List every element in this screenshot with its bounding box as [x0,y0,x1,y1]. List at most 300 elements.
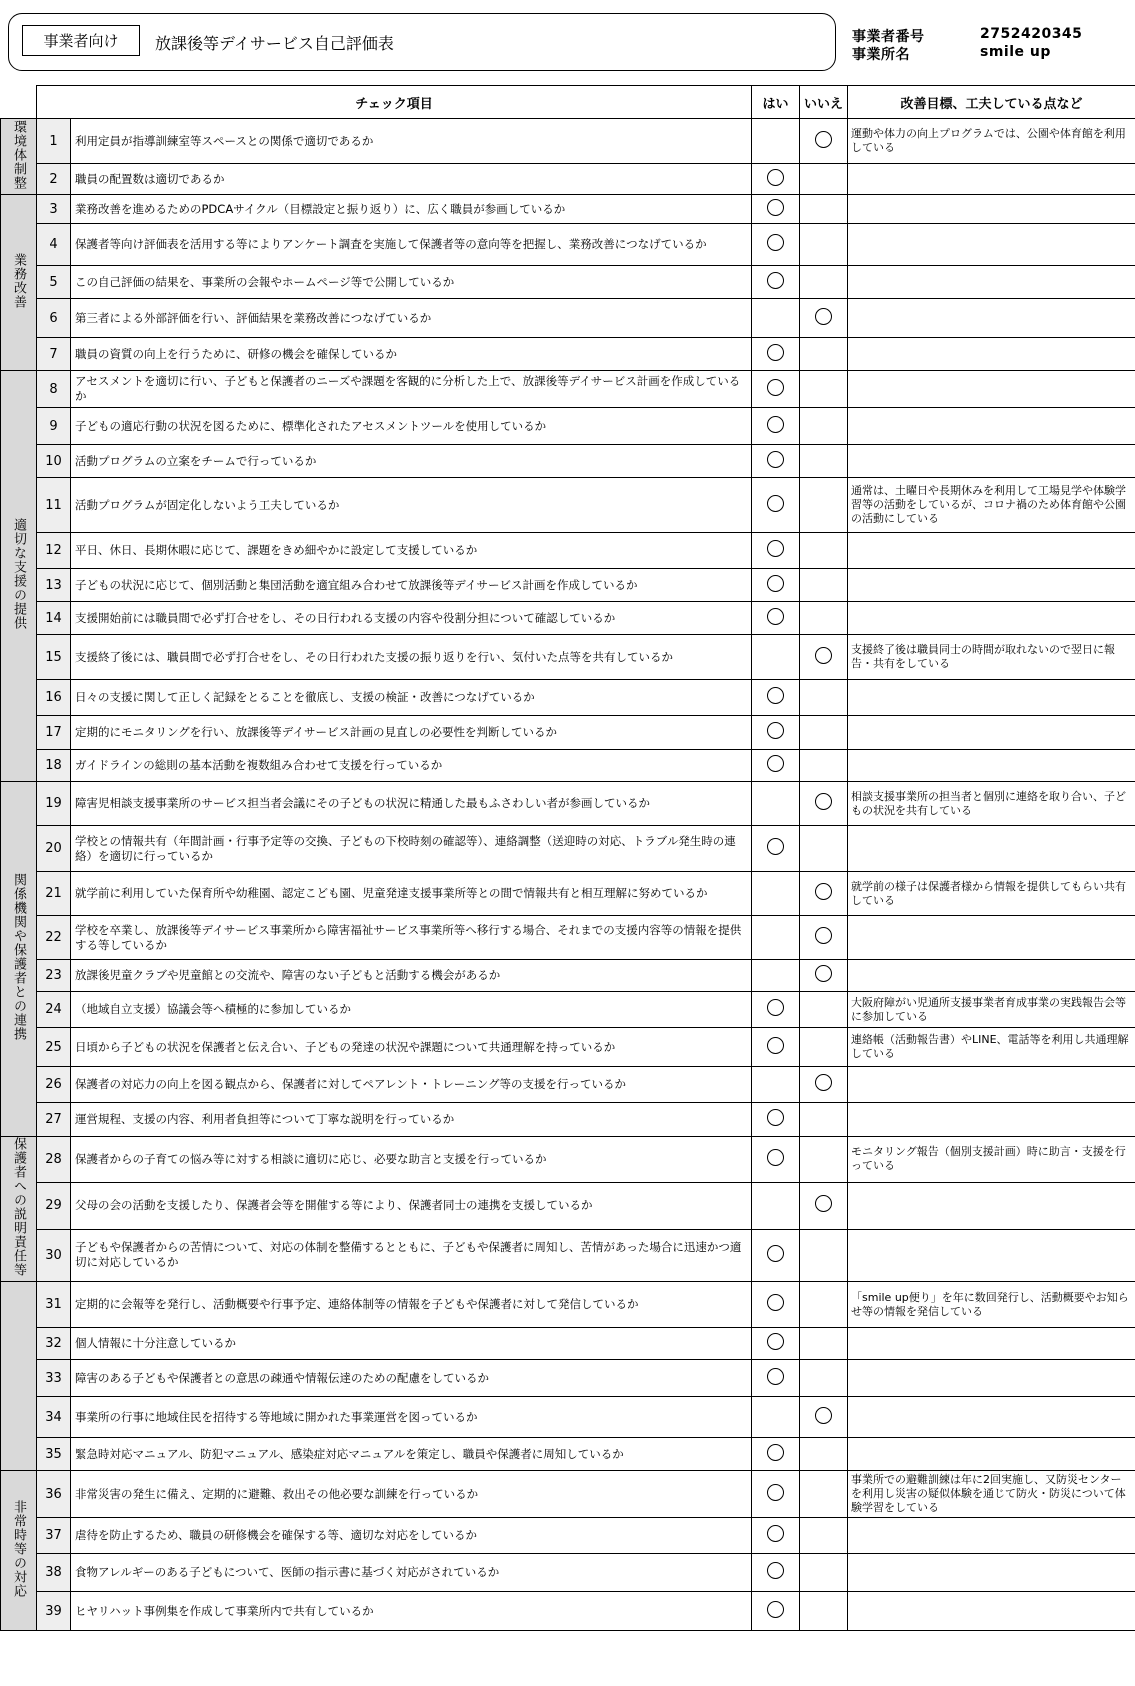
circle-mark-icon [767,1294,784,1311]
no-cell [800,119,848,164]
note-cell [848,1360,1135,1397]
yes-cell [752,1137,800,1183]
item-text: ヒヤリハット事例集を作成して事業所内で共有しているか [71,1592,752,1631]
no-cell [800,1282,848,1328]
category-cell [1,1471,37,1631]
yes-cell [752,1471,800,1518]
table-row [1,635,1135,680]
item-text: 子どもの適応行動の状況を図るために、標準化されたアセスメントツールを使用しているか [71,408,752,445]
no-cell [800,569,848,602]
table-row [1,224,1135,266]
no-cell [800,1397,848,1438]
circle-mark-icon [767,416,784,433]
yes-cell [752,680,800,716]
item-text: 就学前に利用していた保育所や幼稚園、認定こども園、児童発達支援事業所等との間で情報共有と相互理解に努めているか [71,872,752,916]
yes-cell [752,371,800,408]
yes-cell [752,1518,800,1554]
no-cell [800,960,848,992]
item-number: 6 [37,299,71,338]
item-number: 18 [37,750,71,782]
yes-cell [752,1229,800,1281]
item-text: 支援開始前には職員間で必ず打合せをし、その日行われる支援の内容や役割分担について確認しているか [71,602,752,635]
yes-cell [752,1028,800,1067]
circle-mark-icon [767,451,784,468]
table-row [1,1471,1135,1518]
table-row [1,680,1135,716]
item-text: 事業所の行事に地域住民を招待する等地域に開かれた事業運営を図っているか [71,1397,752,1438]
circle-mark-icon [767,575,784,592]
item-text: 保護者の対応力の向上を図る観点から、保護者に対してペアレント・トレーニング等の支援を行っているか [71,1067,752,1103]
item-text: 支援終了後には、職員間で必ず打合せをし、その日行われた支援の振り返りを行い、気付いた点等を共有しているか [71,635,752,680]
item-text: 業務改善を進めるためのPDCAサイクル（目標設定と振り返り）に、広く職員が参画しているか [71,195,752,224]
circle-mark-icon [767,234,784,251]
note-cell [848,826,1135,872]
yes-cell [752,1360,800,1397]
item-number: 12 [37,533,71,569]
item-number: 14 [37,602,71,635]
table-row [1,826,1135,872]
item-text: 学校を卒業し、放課後等デイサービス事業所から障害福祉サービス事業所等へ移行する場合、それまでの支援内容等の情報を提供する等しているか [71,916,752,960]
yes-cell [752,408,800,445]
no-cell [800,266,848,299]
no-cell [800,224,848,266]
table-row [1,782,1135,826]
table-row [1,1328,1135,1360]
note-cell [848,1182,1135,1229]
category-cell [1,371,37,782]
circle-mark-icon [767,199,784,216]
note-cell [848,338,1135,371]
note-cell: 事業所での避難訓練は年に2回実施し、又防災センターを利用し災害の疑似体験を通じて防火・防災について体験学習をしている [848,1471,1135,1518]
table-row [1,533,1135,569]
category-cell [1,1282,37,1471]
item-text: 定期的に会報等を発行し、活動概要や行事予定、連絡体制等の情報を子どもや保護者に対して発信しているか [71,1282,752,1328]
item-number: 19 [37,782,71,826]
note-cell [848,1397,1135,1438]
category-cell [1,119,37,195]
item-number: 30 [37,1229,71,1281]
table-row [1,916,1135,960]
table-row [1,1397,1135,1438]
circle-mark-icon [815,965,832,982]
note-cell: 通常は、土曜日や長期休みを利用して工場見学や体験学習等の活動をしているが、コロナ禍のため体育館や公園の活動にしている [848,478,1135,533]
yes-cell [752,1592,800,1631]
category-cell [1,1137,37,1282]
note-cell [848,1067,1135,1103]
no-cell [800,195,848,224]
item-number: 29 [37,1182,71,1229]
yes-cell [752,960,800,992]
note-cell: 相談支援事業所の担当者と個別に連絡を取り合い、子どもの状況を共有している [848,782,1135,826]
evaluation-table [0,85,1135,1631]
yes-cell [752,569,800,602]
no-cell [800,826,848,872]
circle-mark-icon [767,272,784,289]
office-no-value: 2752420345 [980,26,1083,42]
item-number: 22 [37,916,71,960]
col-header-no: いいえ [800,86,848,119]
item-number: 9 [37,408,71,445]
item-text: 活動プログラムが固定化しないよう工夫しているか [71,478,752,533]
office-name-value: smile up [980,44,1051,60]
yes-cell [752,1103,800,1137]
item-text: 定期的にモニタリングを行い、放課後等デイサービス計画の見直しの必要性を判断しているか [71,716,752,750]
no-cell [800,635,848,680]
item-number: 24 [37,992,71,1028]
item-number: 7 [37,338,71,371]
table-row [1,1282,1135,1328]
note-cell: モニタリング報告（個別支援計画）時に助言・支援を行っている [848,1137,1135,1183]
table-row [1,195,1135,224]
no-cell [800,533,848,569]
item-number: 13 [37,569,71,602]
circle-mark-icon [767,540,784,557]
circle-mark-icon [767,755,784,772]
category-cell [1,782,37,1137]
circle-mark-icon [767,379,784,396]
table-row [1,1554,1135,1592]
item-text: 利用定員が指導訓練室等スペースとの関係で適切であるか [71,119,752,164]
yes-cell [752,1554,800,1592]
no-cell [800,1229,848,1281]
yes-cell [752,716,800,750]
no-cell [800,445,848,478]
no-cell [800,371,848,408]
note-cell: 就学前の様子は保護者様から情報を提供してもらい共有している [848,872,1135,916]
circle-mark-icon [767,722,784,739]
item-number: 20 [37,826,71,872]
item-text: 職員の資質の向上を行うために、研修の機会を確保しているか [71,338,752,371]
yes-cell [752,635,800,680]
no-cell [800,164,848,195]
note-cell [848,750,1135,782]
item-text: 個人情報に十分注意しているか [71,1328,752,1360]
item-number: 36 [37,1471,71,1518]
no-cell [800,1471,848,1518]
yes-cell [752,164,800,195]
circle-mark-icon [767,1037,784,1054]
item-text: 日々の支援に関して正しく記録をとることを徹底し、支援の検証・改善につなげているか [71,680,752,716]
circle-mark-icon [815,308,832,325]
note-cell [848,533,1135,569]
item-number: 33 [37,1360,71,1397]
table-header-row [1,86,1135,119]
table-row [1,1103,1135,1137]
audience-badge: 事業者向け [22,25,140,56]
office-no-label: 事業者番号 [852,29,925,45]
category-label: 環境体制整 [11,119,26,190]
corner-cell [1,86,37,119]
item-text: 運営規程、支援の内容、利用者負担等について丁寧な説明を行っているか [71,1103,752,1137]
circle-mark-icon [815,1074,832,1091]
item-number: 17 [37,716,71,750]
item-text: （地域自立支援）協議会等へ積極的に参加しているか [71,992,752,1028]
circle-mark-icon [767,495,784,512]
no-cell [800,602,848,635]
item-text: 障害児相談支援事業所のサービス担当者会議にその子どもの状況に精通した最もふさわしい者が参画しているか [71,782,752,826]
item-text: この自己評価の結果を、事業所の会報やホームページ等で公開しているか [71,266,752,299]
table-row [1,371,1135,408]
no-cell [800,750,848,782]
circle-mark-icon [767,608,784,625]
note-cell: 支援終了後は職員同士の時間が取れないので翌日に報告・共有をしている [848,635,1135,680]
item-number: 1 [37,119,71,164]
office-name-label: 事業所名 [852,47,910,63]
table-row [1,1028,1135,1067]
no-cell [800,1067,848,1103]
item-number: 34 [37,1397,71,1438]
table-row [1,1438,1135,1471]
note-cell [848,1554,1135,1592]
circle-mark-icon [815,1407,832,1424]
item-text: 障害のある子どもや保護者との意思の疎通や情報伝達のための配慮をしているか [71,1360,752,1397]
no-cell [800,478,848,533]
note-cell [848,716,1135,750]
item-number: 26 [37,1067,71,1103]
yes-cell [752,1067,800,1103]
item-number: 37 [37,1518,71,1554]
yes-cell [752,750,800,782]
no-cell [800,1554,848,1592]
note-cell [848,1518,1135,1554]
yes-cell [752,826,800,872]
table-row [1,164,1135,195]
table-row [1,716,1135,750]
item-number: 8 [37,371,71,408]
item-text: 第三者による外部評価を行い、評価結果を業務改善につなげているか [71,299,752,338]
no-cell [800,1103,848,1137]
item-text: 食物アレルギーのある子どもについて、医師の指示書に基づく対応がされているか [71,1554,752,1592]
page-title: 放課後等デイサービス自己評価表 [155,34,394,53]
note-cell [848,266,1135,299]
item-text: アセスメントを適切に行い、子どもと保護者のニーズや課題を客観的に分析した上で、放課後等デイサービス計画を作成しているか [71,371,752,408]
table-row [1,1360,1135,1397]
table-row [1,1518,1135,1554]
note-cell: 「smile up便り」を年に数回発行し、活動概要やお知らせ等の情報を発信している [848,1282,1135,1328]
yes-cell [752,1397,800,1438]
circle-mark-icon [815,1195,832,1212]
note-cell [848,960,1135,992]
circle-mark-icon [815,647,832,664]
table-row [1,1592,1135,1631]
table-row [1,750,1135,782]
note-cell [848,1229,1135,1281]
item-text: 子どもや保護者からの苦情について、対応の体制を整備するとともに、子どもや保護者に周知し、苦情があった場合に迅速かつ適切に対応しているか [71,1229,752,1281]
item-text: 活動プログラムの立案をチームで行っているか [71,445,752,478]
note-cell [848,1103,1135,1137]
table-body [1,119,1135,1631]
no-cell [800,1028,848,1067]
no-cell [800,716,848,750]
circle-mark-icon [767,1562,784,1579]
item-number: 2 [37,164,71,195]
no-cell [800,1518,848,1554]
no-cell [800,680,848,716]
note-cell [848,224,1135,266]
col-header-item: チェック項目 [37,86,752,119]
item-text: 職員の配置数は適切であるか [71,164,752,195]
item-text: 保護者からの子育ての悩み等に対する相談に適切に応じ、必要な助言と支援を行っているか [71,1137,752,1183]
circle-mark-icon [767,1245,784,1262]
table-row [1,1067,1135,1103]
note-cell [848,916,1135,960]
item-text: 学校との情報共有（年間計画・行事予定等の交換、子どもの下校時刻の確認等）、連絡調整（送迎時の対応、トラブル発生時の連絡）を適切に行っているか [71,826,752,872]
table-row [1,478,1135,533]
yes-cell [752,299,800,338]
note-cell [848,299,1135,338]
table-row [1,445,1135,478]
note-cell: 連絡帳（活動報告書）やLINE、電話等を利用し共通理解している [848,1028,1135,1067]
circle-mark-icon [767,1444,784,1461]
item-text: 父母の会の活動を支援したり、保護者会等を開催する等により、保護者同士の連携を支援しているか [71,1182,752,1229]
yes-cell [752,445,800,478]
no-cell [800,992,848,1028]
circle-mark-icon [815,927,832,944]
table-row [1,992,1135,1028]
item-number: 35 [37,1438,71,1471]
table-row [1,119,1135,164]
table-row [1,408,1135,445]
item-text: 放課後児童クラブや児童館との交流や、障害のない子どもと活動する機会があるか [71,960,752,992]
circle-mark-icon [767,838,784,855]
no-cell [800,782,848,826]
item-number: 25 [37,1028,71,1067]
category-label: 保護者への説明責任等 [11,1137,26,1277]
yes-cell [752,872,800,916]
category-label: 業務改善 [11,252,26,309]
item-text: 子どもの状況に応じて、個別活動と集団活動を適宜組み合わせて放課後等デイサービス計画を作成しているか [71,569,752,602]
no-cell [800,872,848,916]
note-cell [848,371,1135,408]
yes-cell [752,119,800,164]
no-cell [800,1137,848,1183]
yes-cell [752,195,800,224]
category-label: 非常時等の対応 [11,1499,26,1598]
category-cell [1,195,37,371]
note-cell [848,1328,1135,1360]
yes-cell [752,782,800,826]
item-number: 38 [37,1554,71,1592]
note-cell: 運動や体力の向上プログラムでは、公園や体育館を利用している [848,119,1135,164]
circle-mark-icon [767,687,784,704]
yes-cell [752,916,800,960]
yes-cell [752,478,800,533]
item-number: 10 [37,445,71,478]
item-number: 16 [37,680,71,716]
table-row [1,1182,1135,1229]
circle-mark-icon [767,999,784,1016]
no-cell [800,1438,848,1471]
item-number: 11 [37,478,71,533]
item-text: 虐待を防止するため、職員の研修機会を確保する等、適切な対応をしているか [71,1518,752,1554]
yes-cell [752,992,800,1028]
item-number: 31 [37,1282,71,1328]
yes-cell [752,1438,800,1471]
note-cell [848,445,1135,478]
note-cell [848,408,1135,445]
circle-mark-icon [767,1368,784,1385]
table-row [1,1229,1135,1281]
note-cell [848,680,1135,716]
table-row [1,299,1135,338]
yes-cell [752,338,800,371]
circle-mark-icon [767,1484,784,1501]
table-row [1,338,1135,371]
table-row [1,602,1135,635]
yes-cell [752,1282,800,1328]
note-cell [848,602,1135,635]
no-cell [800,1592,848,1631]
no-cell [800,916,848,960]
item-text: 平日、休日、長期休暇に応じて、課題をきめ細やかに設定して支援しているか [71,533,752,569]
circle-mark-icon [767,1109,784,1126]
circle-mark-icon [767,344,784,361]
item-text: 日頃から子どもの状況を保護者と伝え合い、子どもの発達の状況や課題について共通理解を持っているか [71,1028,752,1067]
yes-cell [752,1182,800,1229]
col-header-yes: はい [752,86,800,119]
table-row [1,266,1135,299]
no-cell [800,1328,848,1360]
item-number: 15 [37,635,71,680]
table-row [1,1137,1135,1183]
no-cell [800,299,848,338]
circle-mark-icon [767,169,784,186]
note-cell [848,164,1135,195]
item-text: 非常災害の発生に備え、定期的に避難、救出その他必要な訓練を行っているか [71,1471,752,1518]
circle-mark-icon [815,883,832,900]
item-text: 保護者等向け評価表を活用する等によりアンケート調査を実施して保護者等の意向等を把握し、業務改善につなげているか [71,224,752,266]
no-cell [800,408,848,445]
circle-mark-icon [767,1149,784,1166]
item-number: 4 [37,224,71,266]
circle-mark-icon [767,1333,784,1350]
col-header-note: 改善目標、工夫している点など [848,86,1135,119]
yes-cell [752,224,800,266]
circle-mark-icon [767,1601,784,1618]
table-row [1,960,1135,992]
yes-cell [752,533,800,569]
item-text: ガイドラインの総則の基本活動を複数組み合わせて支援を行っているか [71,750,752,782]
item-number: 32 [37,1328,71,1360]
category-label: 関係機関や保護者との連携 [11,873,26,1041]
item-number: 5 [37,266,71,299]
note-cell [848,1438,1135,1471]
item-number: 3 [37,195,71,224]
note-cell: 大阪府障がい児通所支援事業者育成事業の実践報告会等に参加している [848,992,1135,1028]
note-cell [848,1592,1135,1631]
note-cell [848,569,1135,602]
item-number: 21 [37,872,71,916]
yes-cell [752,266,800,299]
no-cell [800,338,848,371]
item-text: 緊急時対応マニュアル、防犯マニュアル、感染症対応マニュアルを策定し、職員や保護者に周知しているか [71,1438,752,1471]
category-label: 適切な支援の提供 [11,518,26,630]
circle-mark-icon [815,793,832,810]
no-cell [800,1182,848,1229]
no-cell [800,1360,848,1397]
table-row [1,569,1135,602]
yes-cell [752,1328,800,1360]
item-number: 27 [37,1103,71,1137]
circle-mark-icon [767,1525,784,1542]
circle-mark-icon [815,131,832,148]
item-number: 28 [37,1137,71,1183]
yes-cell [752,602,800,635]
note-cell [848,195,1135,224]
item-number: 39 [37,1592,71,1631]
table-row [1,872,1135,916]
item-number: 23 [37,960,71,992]
